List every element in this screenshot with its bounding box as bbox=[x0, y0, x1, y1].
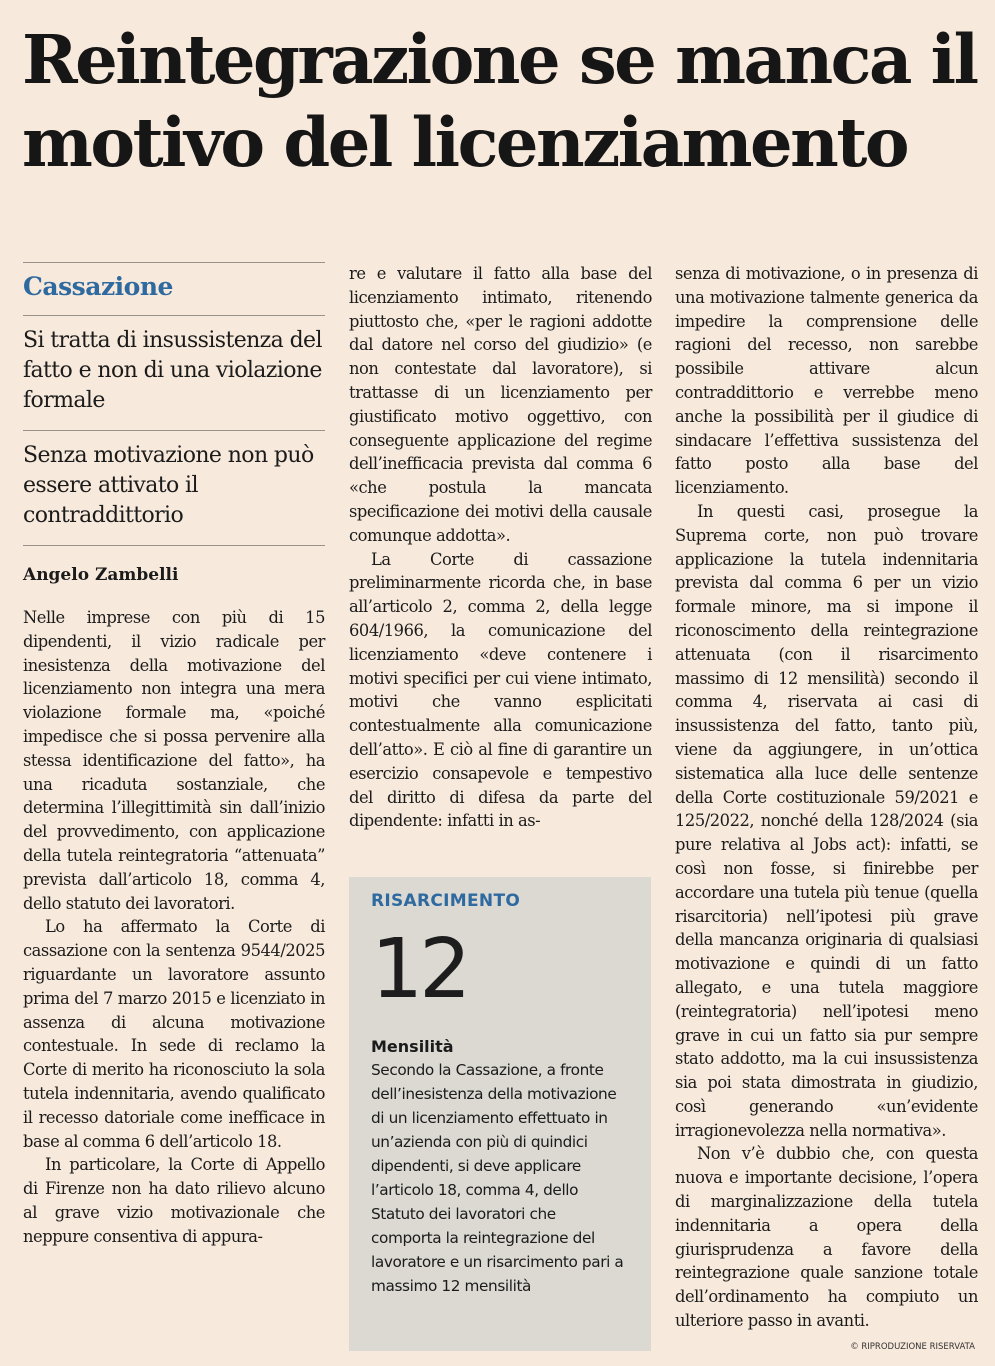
paragraph: In particolare, la Corte di Appello di Firenze non ha dato rilievo alcuno al grave vizio motivazionale che neppure consentiva di appura- bbox=[23, 1155, 325, 1246]
column-3 bbox=[675, 262, 978, 1333]
subheading-2: Senza motivazione non può essere attivato il contraddittorio bbox=[23, 443, 314, 528]
headline: Reintegrazione se manca il motivo del licenziamento bbox=[22, 20, 977, 182]
box-label: RISARCIMENTO bbox=[371, 891, 521, 911]
paragraph: re e valutare il fatto alla base del licenziamento intimato, ritenendo piuttosto che, «per le ragioni addotte dal datore nel corso del giudizio» (e non contestate dal lavoratore), si trattasse di un licenziamento per giustificato motivo oggettivo, con conseguente applicazione del regime dell’inefficacia prevista dal comma 6 «che postula la mancata specificazione dei motivi della causale comunque addotta». bbox=[349, 264, 652, 545]
paragraph: Non v’è dubbio che, con questa nuova e importante decisione, l’opera di marginalizzazione della tutela indennitaria a opera della giurisprudenza a favore della reintegrazione quale sanzione totale dell’ordinamento ha compiuto un ulteriore passo in avanti. bbox=[675, 1144, 978, 1331]
box-title: Mensilità bbox=[371, 1037, 454, 1056]
paragraph: La Corte di cassazione preliminarmente ricorda che, in base all’articolo 2, comma 2, della legge 604/1966, la comunicazione del licenziamento «deve contenere i motivi specifici per cui viene intimato, motivi che vanno esplicitati contestualmente alla comunicazione dell’atto». E ciò al fine di garantire un esercizio consapevole e tempestivo del diritto di difesa da parte del dipendente: infatti in as- bbox=[349, 549, 652, 831]
box-number: 12 bbox=[371, 922, 468, 1017]
article-body-col1 bbox=[23, 606, 325, 1249]
paragraph: In questi casi, prosegue la Suprema corte, non può trovare applicazione la tutela indennitaria prevista dal comma 6 per un vizio formale minore, ma si impone il riconoscimento della reintegrazione attenuata (con il risarcimento massimo di 12 mensilità) secondo il comma 4, riservata ai casi di insussistenza del fatto, tanto più, viene da aggiungere, in un’ottica sistematica alla luce delle sentenze della Corte costituzionale 59/2021 e 125/2022, nonché della 128/2024 (sia pure relativa al Jobs act): infatti, se così non fosse, si finirebbe per accordare una tutela più tenue (quella risarcitoria) nell’ipotesi più grave della mancanza originaria di qualsiasi motivazione e quindi di un fatto allegato, e una tutela maggiore (reintegratoria) nell’ipotesi meno grave in cui un fatto sia pur sempre stato addotto, ma la cui insussistenza sia poi stata dimostrata in giudizio, così generando «un’evidente irragionevolezza nella normativa». bbox=[675, 501, 978, 1140]
article-body-col2 bbox=[349, 262, 652, 833]
author-byline: Angelo Zambelli bbox=[23, 565, 179, 585]
column-1 bbox=[23, 262, 325, 1249]
article-body-col3 bbox=[675, 262, 978, 1333]
subheading-1: Si tratta di insussistenza del fatto e non di una violazione formale bbox=[23, 328, 322, 413]
column-2 bbox=[349, 262, 652, 833]
sidebar-box bbox=[349, 877, 651, 1351]
paragraph: Lo ha affermato la Corte di cassazione con la sentenza 9544/2025 riguardante un lavoratore assunto prima del 7 marzo 2015 e licenziato in assenza di alcuna motivazione contestuale. In sede di reclamo la Corte di merito ha riconosciuto la sola tutela indennitaria, avendo qualificato il recesso datoriale come inefficace in base al comma 6 dell’articolo 18. bbox=[23, 917, 325, 1151]
paragraph: senza di motivazione, o in presenza di una motivazione talmente generica da impedire la comprensione delle ragioni del recesso, non sarebbe possibile attivare alcun contraddittorio e verrebbe meno anche la possibilità per il giudice di sindacare l’effettiva sussistenza del fatto posto alla base del licenziamento. bbox=[675, 264, 978, 498]
copyright-notice: © RIPRODUZIONE RISERVATA bbox=[850, 1342, 975, 1352]
box-text: Secondo la Cassazione, a fronte dell’inesistenza della motivazione di un licenziamento effettuato in un’azienda con più di quindici dipendenti, si deve applicare l’articolo 18, comma 4, dello Statuto dei lavoratori che comporta la reintegrazione del lavoratore e un risarcimento pari a massimo 12 mensilità bbox=[371, 1061, 624, 1295]
paragraph: Nelle imprese con più di 15 dipendenti, il vizio radicale per inesistenza della motivazione del licenziamento non integra una mera violazione formale ma, «poiché impedisce che si possa pervenire alla stessa identificazione del fatto», ha una ricaduta sostanziale, che determina l’illegittimità sin dall’inizio del provvedimento, con applicazione della tutela reintegratoria “attenuata” prevista dall’articolo 18, comma 4, dello statuto dei lavoratori. bbox=[23, 608, 325, 913]
section-label: Cassazione bbox=[23, 272, 173, 301]
